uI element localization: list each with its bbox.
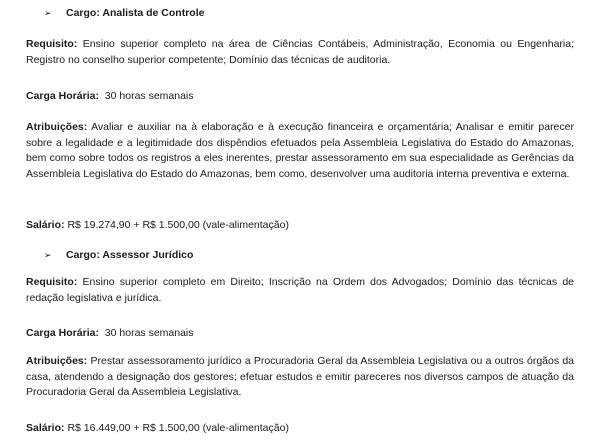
atribuicoes-text-1: Avaliar e auxiliar na à elaboração e à execução financeira e orçamentária; Analisar e emitir parecer sobre a legalidade e a legitimidade dos dispêndios efetuados pela Assembleia Legislativa do Estado do Amazonas, bem como sobre todos os registros a eles inerentes, prestar assessoramento em sua especialidade as Gerências da Assembleia Legislativa do Estado do Amazonas, bem como, desenvolver uma auditoria interna preventiva e externa. bbox=[26, 121, 574, 180]
salario-label-2: Salário: bbox=[26, 422, 65, 434]
requisito-label-2: Requisito: bbox=[26, 276, 78, 288]
requisito-text-2: Ensino superior completo em Direito; Inscrição na Ordem dos Advogados; Domínio das técnicas de redação legislativa e jurídica. bbox=[26, 276, 574, 304]
carga-label-1: Carga Horária: bbox=[26, 90, 99, 102]
cargo-heading-1 bbox=[44, 6, 204, 22]
atribuicoes-label-1: Atribuições: bbox=[26, 121, 88, 133]
carga-text-1: 30 horas semanais bbox=[104, 90, 194, 102]
cargo-title-1: Cargo: Analista de Controle bbox=[66, 7, 205, 19]
atribuicoes-label-2: Atribuições: bbox=[26, 355, 88, 367]
requisito-paragraph-2 bbox=[26, 275, 574, 306]
salario-paragraph-1 bbox=[26, 218, 574, 234]
cargo-heading-2 bbox=[44, 248, 193, 264]
requisito-paragraph-1 bbox=[26, 37, 574, 68]
carga-paragraph-1 bbox=[26, 89, 574, 105]
atribuicoes-text-2: Prestar assessoramento jurídico a Procuradoria Geral da Assembleia Legislativa ou a outros órgãos da casa, atendendo a designação dos gestores; efetuar estudos e emitir pareceres nos diversos campos de atuação da Procuradoria Geral da Assembleia Legislativa. bbox=[26, 355, 574, 398]
requisito-label-1: Requisito: bbox=[26, 38, 78, 50]
salario-label-1: Salário: bbox=[26, 219, 65, 231]
atribuicoes-paragraph-1 bbox=[26, 120, 574, 182]
salario-paragraph-2 bbox=[26, 421, 574, 437]
carga-label-2: Carga Horária: bbox=[26, 327, 99, 339]
salario-text-2: R$ 16.449,00 + R$ 1.500,00 (vale-alimentação) bbox=[67, 422, 289, 434]
arrow-bullet-icon: ➢ bbox=[44, 8, 52, 18]
cargo-title-2: Cargo: Assessor Jurídico bbox=[66, 249, 194, 261]
carga-paragraph-2 bbox=[26, 326, 574, 342]
arrow-bullet-icon: ➢ bbox=[44, 250, 52, 260]
salario-text-1: R$ 19.274,90 + R$ 1.500,00 (vale-alimentação) bbox=[67, 219, 289, 231]
atribuicoes-paragraph-2 bbox=[26, 354, 574, 401]
carga-text-2: 30 horas semanais bbox=[104, 327, 194, 339]
requisito-text-1: Ensino superior completo na área de Ciências Contábeis, Administração, Economia ou Engenharia; Registro no conselho superior competente; Domínio das técnicas de auditoria. bbox=[26, 38, 575, 66]
